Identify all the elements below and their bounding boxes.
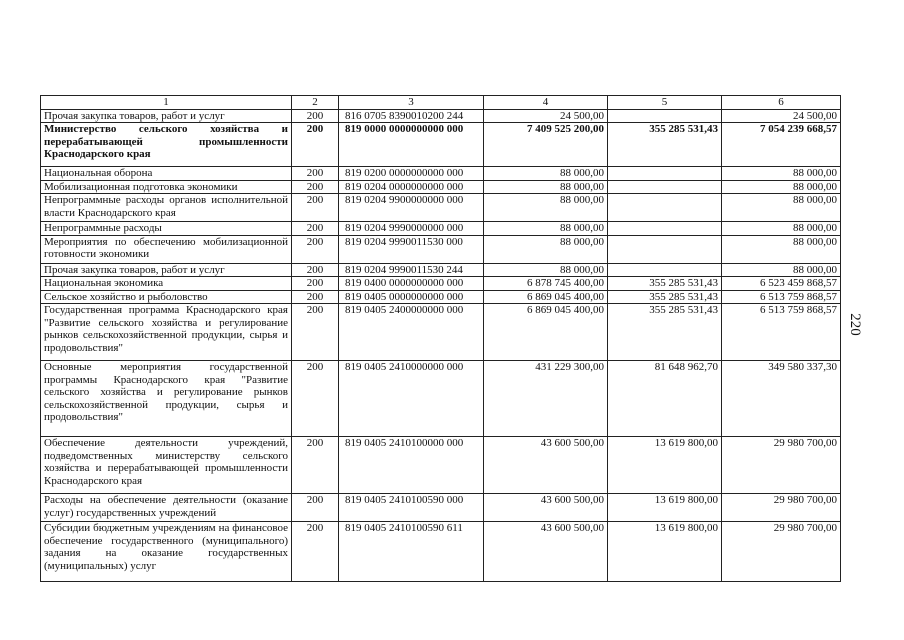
cell-value-4: 88 000,00 — [484, 167, 608, 181]
cell-name: Прочая закупка товаров, работ и услуг — [41, 263, 292, 277]
cell-code: 819 0405 2410100590 000 — [339, 494, 484, 522]
cell-col2: 200 — [292, 263, 339, 277]
col-header-4: 4 — [484, 96, 608, 110]
cell-value-5 — [608, 235, 722, 263]
table-row — [41, 494, 841, 522]
table-row — [41, 180, 841, 194]
cell-code: 819 0204 0000000000 000 — [339, 180, 484, 194]
cell-value-6: 88 000,00 — [722, 194, 841, 222]
cell-code: 819 0405 2410000000 000 — [339, 361, 484, 437]
cell-name: Мобилизационная подготовка экономики — [41, 180, 292, 194]
cell-value-4: 88 000,00 — [484, 180, 608, 194]
table-row — [41, 290, 841, 304]
col-header-2: 2 — [292, 96, 339, 110]
cell-value-5: 355 285 531,43 — [608, 290, 722, 304]
cell-value-6: 29 980 700,00 — [722, 437, 841, 494]
cell-col2: 200 — [292, 361, 339, 437]
cell-value-4: 88 000,00 — [484, 235, 608, 263]
cell-value-5: 13 619 800,00 — [608, 522, 722, 582]
cell-value-5: 355 285 531,43 — [608, 123, 722, 167]
cell-value-4: 43 600 500,00 — [484, 494, 608, 522]
cell-name: Мероприятия по обеспечению мобилизационной готовности экономики — [41, 235, 292, 263]
cell-value-6: 24 500,00 — [722, 109, 841, 123]
cell-name: Субсидии бюджетным учреждениям на финансовое обеспечение государственного (муниципального) задания на оказание государственных (муниципальных) услуг — [41, 522, 292, 582]
cell-col2: 200 — [292, 222, 339, 236]
cell-value-6: 7 054 239 668,57 — [722, 123, 841, 167]
cell-col2: 200 — [292, 277, 339, 291]
cell-value-5 — [608, 222, 722, 236]
table-row — [41, 194, 841, 222]
cell-value-6: 88 000,00 — [722, 180, 841, 194]
cell-value-6: 349 580 337,30 — [722, 361, 841, 437]
table-row — [41, 277, 841, 291]
cell-value-5: 355 285 531,43 — [608, 277, 722, 291]
cell-col2: 200 — [292, 522, 339, 582]
cell-value-5: 355 285 531,43 — [608, 304, 722, 361]
cell-col2: 200 — [292, 167, 339, 181]
cell-value-4: 88 000,00 — [484, 222, 608, 236]
cell-code: 819 0204 9990011530 000 — [339, 235, 484, 263]
cell-value-6: 88 000,00 — [722, 263, 841, 277]
table-header-row — [41, 96, 841, 110]
cell-value-4: 88 000,00 — [484, 263, 608, 277]
cell-name: Обеспечение деятельности учреждений, подведомственных министерству сельского хозяйства и перерабатывающей промышленности Краснодарского края — [41, 437, 292, 494]
cell-value-5 — [608, 109, 722, 123]
cell-code: 819 0200 0000000000 000 — [339, 167, 484, 181]
cell-value-4: 88 000,00 — [484, 194, 608, 222]
table-row — [41, 263, 841, 277]
cell-value-6: 88 000,00 — [722, 235, 841, 263]
cell-value-5 — [608, 167, 722, 181]
cell-col2: 200 — [292, 304, 339, 361]
cell-col2: 200 — [292, 494, 339, 522]
cell-code: 819 0000 0000000000 000 — [339, 123, 484, 167]
cell-col2: 200 — [292, 180, 339, 194]
cell-name: Непрограммные расходы — [41, 222, 292, 236]
table-row — [41, 167, 841, 181]
cell-name: Расходы на обеспечение деятельности (оказание услуг) государственных учреждений — [41, 494, 292, 522]
page-number: 220 — [846, 313, 863, 336]
cell-value-4: 6 869 045 400,00 — [484, 304, 608, 361]
cell-value-4: 24 500,00 — [484, 109, 608, 123]
cell-value-6: 6 513 759 868,57 — [722, 290, 841, 304]
cell-name: Государственная программа Краснодарского края "Развитие сельского хозяйства и регулирование рынков сельскохозяйственной продукции, сырья и продовольствия" — [41, 304, 292, 361]
cell-name: Национальная оборона — [41, 167, 292, 181]
table-row — [41, 222, 841, 236]
cell-code: 819 0405 0000000000 000 — [339, 290, 484, 304]
cell-code: 816 0705 8390010200 244 — [339, 109, 484, 123]
cell-code: 819 0204 9990000000 000 — [339, 222, 484, 236]
budget-table — [40, 95, 841, 582]
cell-value-4: 43 600 500,00 — [484, 522, 608, 582]
cell-name: Сельское хозяйство и рыболовство — [41, 290, 292, 304]
cell-col2: 200 — [292, 437, 339, 494]
table-row — [41, 304, 841, 361]
cell-name: Непрограммные расходы органов исполнительной власти Краснодарского края — [41, 194, 292, 222]
cell-value-4: 431 229 300,00 — [484, 361, 608, 437]
cell-name: Прочая закупка товаров, работ и услуг — [41, 109, 292, 123]
table-row — [41, 361, 841, 437]
cell-value-6: 29 980 700,00 — [722, 522, 841, 582]
table-row — [41, 235, 841, 263]
cell-value-5: 13 619 800,00 — [608, 494, 722, 522]
cell-value-5 — [608, 263, 722, 277]
cell-value-4: 6 878 745 400,00 — [484, 277, 608, 291]
cell-value-4: 43 600 500,00 — [484, 437, 608, 494]
col-header-6: 6 — [722, 96, 841, 110]
cell-value-4: 7 409 525 200,00 — [484, 123, 608, 167]
cell-value-5: 81 648 962,70 — [608, 361, 722, 437]
cell-value-5 — [608, 180, 722, 194]
cell-value-4: 6 869 045 400,00 — [484, 290, 608, 304]
col-header-1: 1 — [41, 96, 292, 110]
table-row — [41, 522, 841, 582]
cell-value-6: 88 000,00 — [722, 222, 841, 236]
cell-code: 819 0405 2410100590 611 — [339, 522, 484, 582]
table-row — [41, 123, 841, 167]
cell-name: Министерство сельского хозяйства и перерабатывающей промышленности Краснодарского края — [41, 123, 292, 167]
cell-value-6: 6 523 459 868,57 — [722, 277, 841, 291]
cell-code: 819 0204 9990011530 244 — [339, 263, 484, 277]
table-row — [41, 109, 841, 123]
cell-value-6: 29 980 700,00 — [722, 494, 841, 522]
cell-col2: 200 — [292, 290, 339, 304]
table-row — [41, 437, 841, 494]
cell-code: 819 0405 2410100000 000 — [339, 437, 484, 494]
cell-code: 819 0405 2400000000 000 — [339, 304, 484, 361]
cell-name: Основные мероприятия государственной программы Краснодарского края "Развитие сельского хозяйства и регулирование рынков сельскохозяйственной продукции, сырья и продовольствия" — [41, 361, 292, 437]
col-header-5: 5 — [608, 96, 722, 110]
cell-col2: 200 — [292, 194, 339, 222]
cell-value-6: 88 000,00 — [722, 167, 841, 181]
cell-value-5: 13 619 800,00 — [608, 437, 722, 494]
cell-value-5 — [608, 194, 722, 222]
cell-col2: 200 — [292, 109, 339, 123]
cell-value-6: 6 513 759 868,57 — [722, 304, 841, 361]
cell-col2: 200 — [292, 235, 339, 263]
cell-code: 819 0204 9900000000 000 — [339, 194, 484, 222]
cell-code: 819 0400 0000000000 000 — [339, 277, 484, 291]
col-header-3: 3 — [339, 96, 484, 110]
cell-name: Национальная экономика — [41, 277, 292, 291]
cell-col2: 200 — [292, 123, 339, 167]
